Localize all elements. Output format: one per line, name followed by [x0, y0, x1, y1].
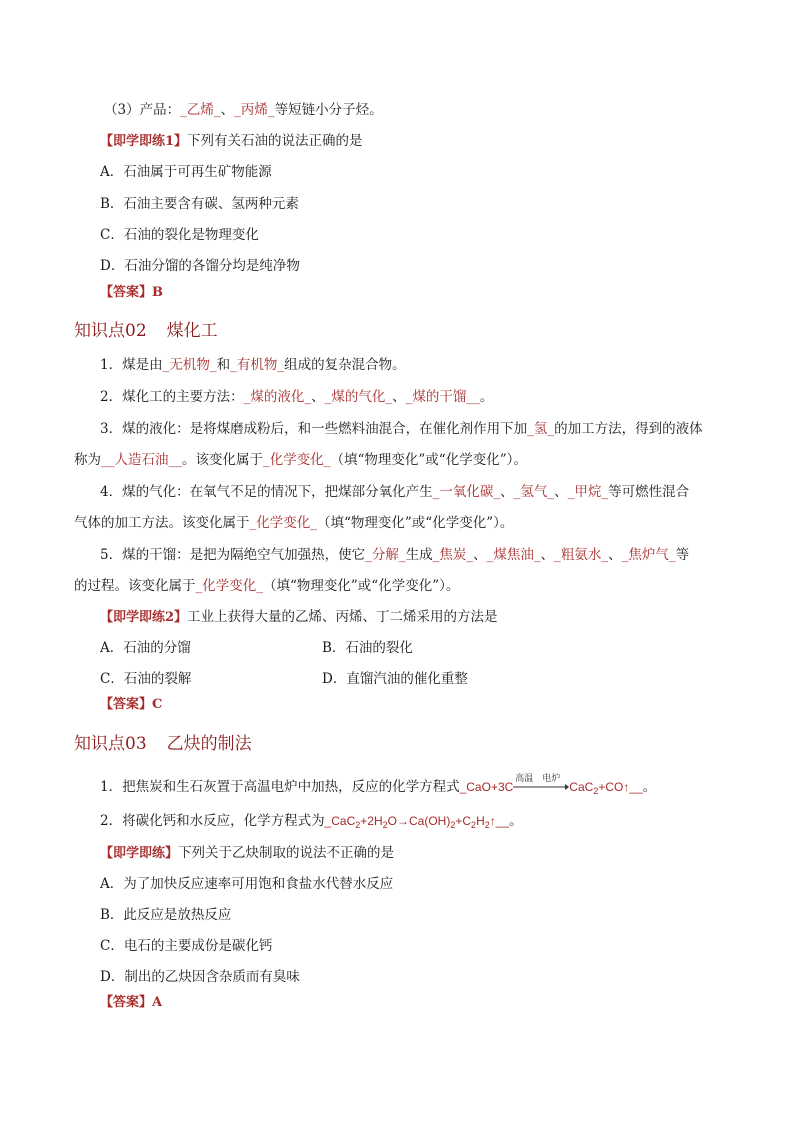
- exercise-1-option-b: B．石油主要含有碳、氢两种元素: [100, 196, 299, 212]
- exercise-3-option-b: B．此反应是放热反应: [100, 907, 232, 923]
- exercise-2-option-c: C．石油的裂解: [100, 671, 192, 687]
- section-number: 知识点03: [74, 734, 147, 754]
- exercise-3-answer: [100, 992, 162, 1013]
- exercise-2-answer: [100, 694, 162, 715]
- exercise-3-option-c: C．电石的主要成份是碳化钙: [100, 938, 273, 954]
- question-text: 下列关于乙炔制取的说法不正确的是: [178, 845, 395, 861]
- section-number: 知识点02: [74, 321, 147, 341]
- kp02-para-4-line-2: 气体的加工方法。该变化属于_化学变化_（填“物理变化”或“化学变化”）。: [74, 515, 514, 531]
- exercise-2-option-d: D．直馏汽油的催化重整: [322, 671, 468, 687]
- answer-tag: 【答案】: [100, 285, 153, 300]
- products-label: （3）产品：: [104, 102, 181, 118]
- answer-propylene: _丙烯_: [234, 102, 275, 118]
- exercise-1-question: [100, 131, 363, 152]
- products-tail: 等短链小分子烃。: [274, 102, 383, 118]
- kp03-para-2: 2．将碳化钙和水反应，化学方程式为$\_CaC_2+2H_2O\to Ca(OH)_2+C_2H_2↑\_\_$。: [100, 813, 523, 830]
- products-line: [104, 100, 383, 120]
- equation-calcium-carbide-water: $\_CaC_2+2H_2O\to Ca(OH)_2+C_2H_2↑\_\_$: [324, 814, 510, 830]
- exercise-2-question: [100, 607, 498, 628]
- exercise-2-option-a: A．石油的分馏: [100, 640, 191, 656]
- answer-tag: 【答案】: [100, 697, 153, 712]
- answer-value: C: [152, 697, 163, 712]
- answer-value: A: [152, 995, 163, 1010]
- exercise-3-question: [100, 843, 394, 864]
- answer-inorganic: _无机物_: [162, 357, 217, 373]
- section-title: 煤化工: [166, 321, 218, 341]
- exercise-3-option-d: D．制出的乙炔因含杂质而有臭味: [100, 969, 300, 985]
- exercise-1-option-c: C．石油的裂化是物理变化: [100, 227, 259, 243]
- exercise-tag: 【即学即练2】: [100, 610, 188, 625]
- question-text: 下列有关石油的说法正确的是: [187, 133, 363, 149]
- section-title: 乙炔的制法: [166, 734, 252, 754]
- exercise-tag: 【即学即练】: [100, 846, 179, 861]
- section-heading-kp03: [74, 733, 252, 755]
- equation-reactants: _CaO+3C: [459, 780, 514, 794]
- kp02-para-1: 1．煤是由_无机物_和_有机物_组成的复杂混合物。: [100, 357, 406, 373]
- kp02-para-4-line-1: 4．煤的气化：在氧气不足的情况下，把煤部分氧化产生_一氧化碳_、_氢气_、_甲烷_等可燃性混合: [100, 484, 690, 500]
- kp02-para-2: 2．煤化工的主要方法：_煤的液化_、_煤的气化_、_煤的干馏__。: [100, 389, 494, 405]
- exercise-3-option-a: A．为了加快反应速率可用饱和食盐水代替水反应: [100, 876, 394, 892]
- reaction-condition: 高温 电炉: [515, 774, 561, 784]
- kp02-para-3-line-1: 3．煤的液化：是将煤磨成粉后，和一些燃料油混合，在催化剂作用下加_氢_的加工方法，得到的液体: [100, 421, 703, 437]
- exercise-tag: 【即学即练1】: [100, 134, 188, 149]
- arrow-icon: [513, 783, 569, 791]
- kp02-para-3-line-2: 称为__人造石油__。该变化属于_化学变化_（填“物理变化”或“化学变化”）。: [74, 452, 527, 468]
- kp03-para-1: 1．把焦炭和生石灰置于高温电炉中加热，反应的化学方程式_CaO+3C 高温 电炉 CaC$_2$+CO↑__。: [100, 777, 656, 801]
- answer-value: B: [152, 285, 164, 300]
- equation-products: CaC$_2$+CO↑__: [569, 780, 643, 796]
- kp02-para-5-line-2: 的过程。该变化属于_化学变化_（填“物理变化”或“化学变化”）。: [74, 578, 460, 594]
- reaction-arrow: [513, 774, 569, 793]
- exercise-1-answer: [100, 282, 163, 303]
- question-text: 工业上获得大量的乙烯、丙烯、丁二烯采用的方法是: [187, 609, 498, 625]
- answer-tag: 【答案】: [100, 995, 153, 1010]
- kp02-para-5-line-1: 5．煤的干馏：是把为隔绝空气加强热，使它_分解_生成_焦炭_、_煤焦油_、_粗氨水_、_焦炉气_等: [100, 547, 690, 563]
- exercise-1-option-d: D．石油分馏的各馏分均是纯净物: [100, 258, 300, 274]
- answer-organic: _有机物_: [230, 357, 285, 373]
- separator: 、: [220, 102, 235, 118]
- exercise-1-option-a: A．石油属于可再生矿物能源: [100, 164, 272, 180]
- answer-ethylene: _乙烯_: [180, 102, 221, 118]
- section-heading-kp02: [74, 320, 218, 342]
- exercise-2-option-b: B．石油的裂化: [322, 640, 413, 656]
